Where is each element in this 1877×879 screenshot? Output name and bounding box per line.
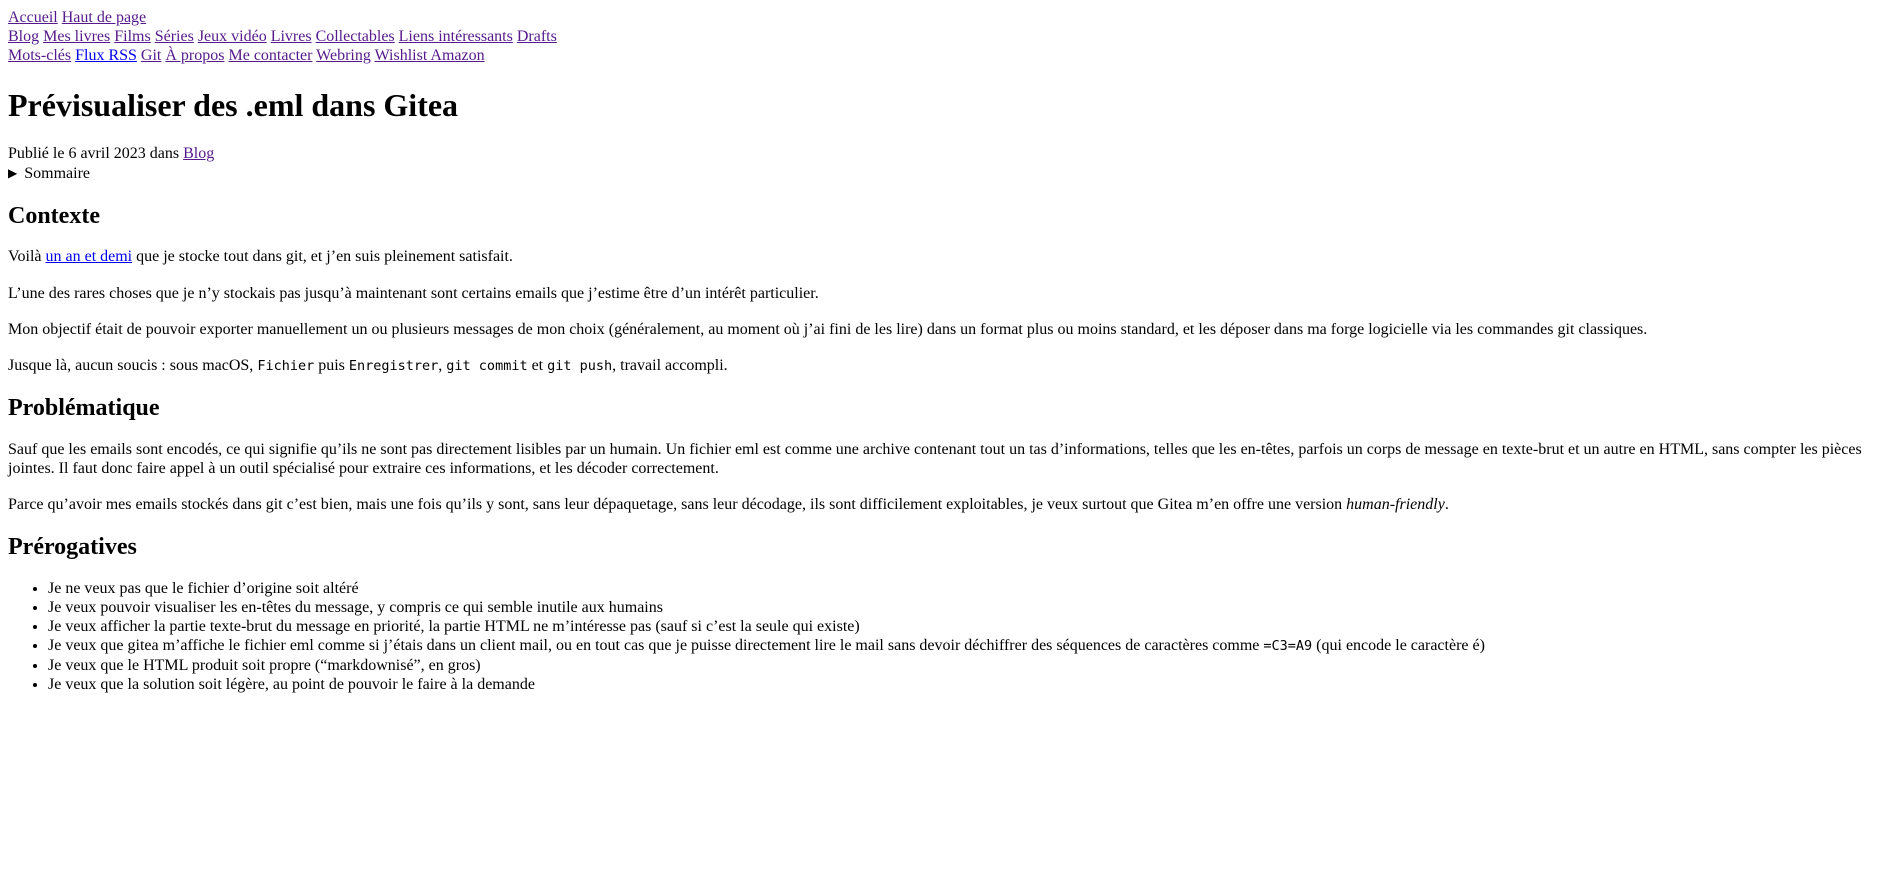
- list-item: • Je veux pouvoir visualiser les en-têtes du message, y compris ce qui semble inutile aux humains: [48, 598, 1869, 617]
- list-item: • Je ne veux pas que le fichier d’origine soit altéré: [48, 579, 1869, 598]
- list-item: • Je veux que la solution soit légère, au point de pouvoir le faire à la demande: [48, 675, 1869, 694]
- inline-code: =C3=A9: [1263, 638, 1313, 655]
- section-problematique: [8, 395, 1869, 514]
- prerogatives-list: [8, 579, 1869, 694]
- paragraph: Sauf que les emails sont encodés, ce qui signifie qu’ils ne sont pas directement lisibles par un humain. Un fichier eml est comme une archive contenant tout un tas d’informations, telles que les en-têtes, parfois un corps de message en texte-brut et un autre en HTML, sans compter les pièces jointes. Il faut donc faire appel à un outil spécialisé pour extraire ces informations, et les décoder correctement.: [8, 440, 1862, 477]
- nav-link-collectables[interactable]: Collectables: [315, 28, 395, 46]
- text-run: Voilà: [8, 248, 46, 266]
- italic-text: human-friendly: [1346, 496, 1445, 514]
- heading-contexte: Contexte: [8, 202, 100, 229]
- paragraph: Mon objectif était de pouvoir exporter manuellement un ou plusieurs messages de mon choix (généralement, au moment où j’ai fini de les lire) dans un format plus ou moins standard, et les déposer dans ma forge logicielle via les commandes git classiques.: [8, 320, 1648, 338]
- nav-link-a-propos[interactable]: À propos: [165, 47, 225, 65]
- heading-prerogatives: Prérogatives: [8, 534, 137, 561]
- nav-link-accueil[interactable]: Accueil: [8, 9, 58, 26]
- nav-link-webring[interactable]: Webring: [316, 47, 371, 65]
- heading-problematique: Problématique: [8, 395, 160, 422]
- inline-code: Fichier: [257, 357, 315, 374]
- list-item: [48, 636, 1869, 655]
- disclosure-triangle-icon: ▶: [8, 165, 18, 180]
- section-contexte: [8, 203, 1869, 375]
- category-link-blog[interactable]: Blog: [183, 145, 215, 163]
- nav-link-wishlist-amazon[interactable]: Wishlist Amazon: [374, 47, 485, 65]
- table-of-contents: [8, 164, 1869, 183]
- nav-row-meta: [8, 46, 1869, 65]
- inline-code: git push: [547, 357, 613, 374]
- paragraph: [8, 495, 1869, 514]
- text-run: , travail accompli.: [612, 356, 728, 374]
- list-item: • Je veux afficher la partie texte-brut du message en priorité, la partie HTML ne m’intéresse pas (sauf si c’est la seule qui existe): [48, 617, 1869, 636]
- nav-link-series[interactable]: Séries: [154, 28, 194, 46]
- nav-link-flux-rss[interactable]: Flux RSS: [75, 47, 137, 65]
- nav-link-mots-cles[interactable]: Mots-clés: [8, 47, 72, 65]
- nav-row-top: [8, 8, 1869, 27]
- nav-row-categories: [8, 27, 1869, 46]
- text-run: ,: [438, 356, 447, 374]
- inline-code: Enregistrer: [348, 357, 439, 374]
- nav-link-git[interactable]: Git: [140, 47, 162, 65]
- nav-link-jeux-video[interactable]: Jeux vidéo: [197, 28, 267, 46]
- text-run: Parce qu’avoir mes emails stockés dans git c’est bien, mais une fois qu’ils y sont, sans leur dépaquetage, sans leur décodage, ils sont difficilement exploitables, je veux surtout que Gitea m’en offre une version: [8, 496, 1347, 514]
- publish-meta-text: Publié le 6 avril 2023 dans: [8, 145, 184, 163]
- publish-meta: [8, 144, 1869, 163]
- paragraph: L’une des rares choses que je n’y stockais pas jusqu’à maintenant sont certains emails que j’estime être d’un intérêt particulier.: [8, 284, 819, 302]
- paragraph: [8, 356, 1869, 375]
- sommaire-label: Sommaire: [24, 164, 90, 182]
- nav-link-drafts[interactable]: Drafts: [516, 28, 557, 46]
- nav-link-haut-de-page[interactable]: Haut de page: [61, 9, 147, 26]
- text-run: et: [527, 356, 548, 374]
- nav-link-mes-livres[interactable]: Mes livres: [43, 28, 111, 46]
- text-run: .: [1444, 496, 1449, 514]
- site-nav: [8, 8, 1869, 66]
- nav-link-livres[interactable]: Livres: [270, 28, 312, 46]
- section-prerogatives: [8, 534, 1869, 694]
- page-title: Prévisualiser des .eml dans Gitea: [8, 86, 459, 123]
- article: [8, 87, 1869, 694]
- list-item: • Je veux que le HTML produit soit propre (“markdownisé”, en gros): [48, 656, 1869, 675]
- text-run: Jusque là, aucun soucis : sous macOS,: [8, 356, 258, 374]
- sommaire-summary[interactable]: [8, 164, 1869, 183]
- nav-link-films[interactable]: Films: [114, 28, 151, 46]
- text-run: (qui encode le caractère é): [1312, 637, 1485, 655]
- text-run: Je veux que gitea m’affiche le fichier eml comme si j’étais dans un client mail, ou en tout cas que je puisse directement lire le mail sans devoir déchiffrer des séquences de caractères comme: [48, 637, 1264, 655]
- paragraph: [8, 247, 1869, 266]
- text-run: que je stocke tout dans git, et j’en suis pleinement satisfait.: [132, 248, 513, 266]
- nav-link-blog[interactable]: Blog: [8, 28, 40, 46]
- inline-code: git commit: [446, 357, 528, 374]
- text-run: puis: [314, 356, 349, 374]
- nav-link-me-contacter[interactable]: Me contacter: [228, 47, 313, 65]
- nav-link-liens-interessants[interactable]: Liens intéressants: [398, 28, 513, 46]
- link-un-an-et-demi[interactable]: un an et demi: [45, 248, 133, 266]
